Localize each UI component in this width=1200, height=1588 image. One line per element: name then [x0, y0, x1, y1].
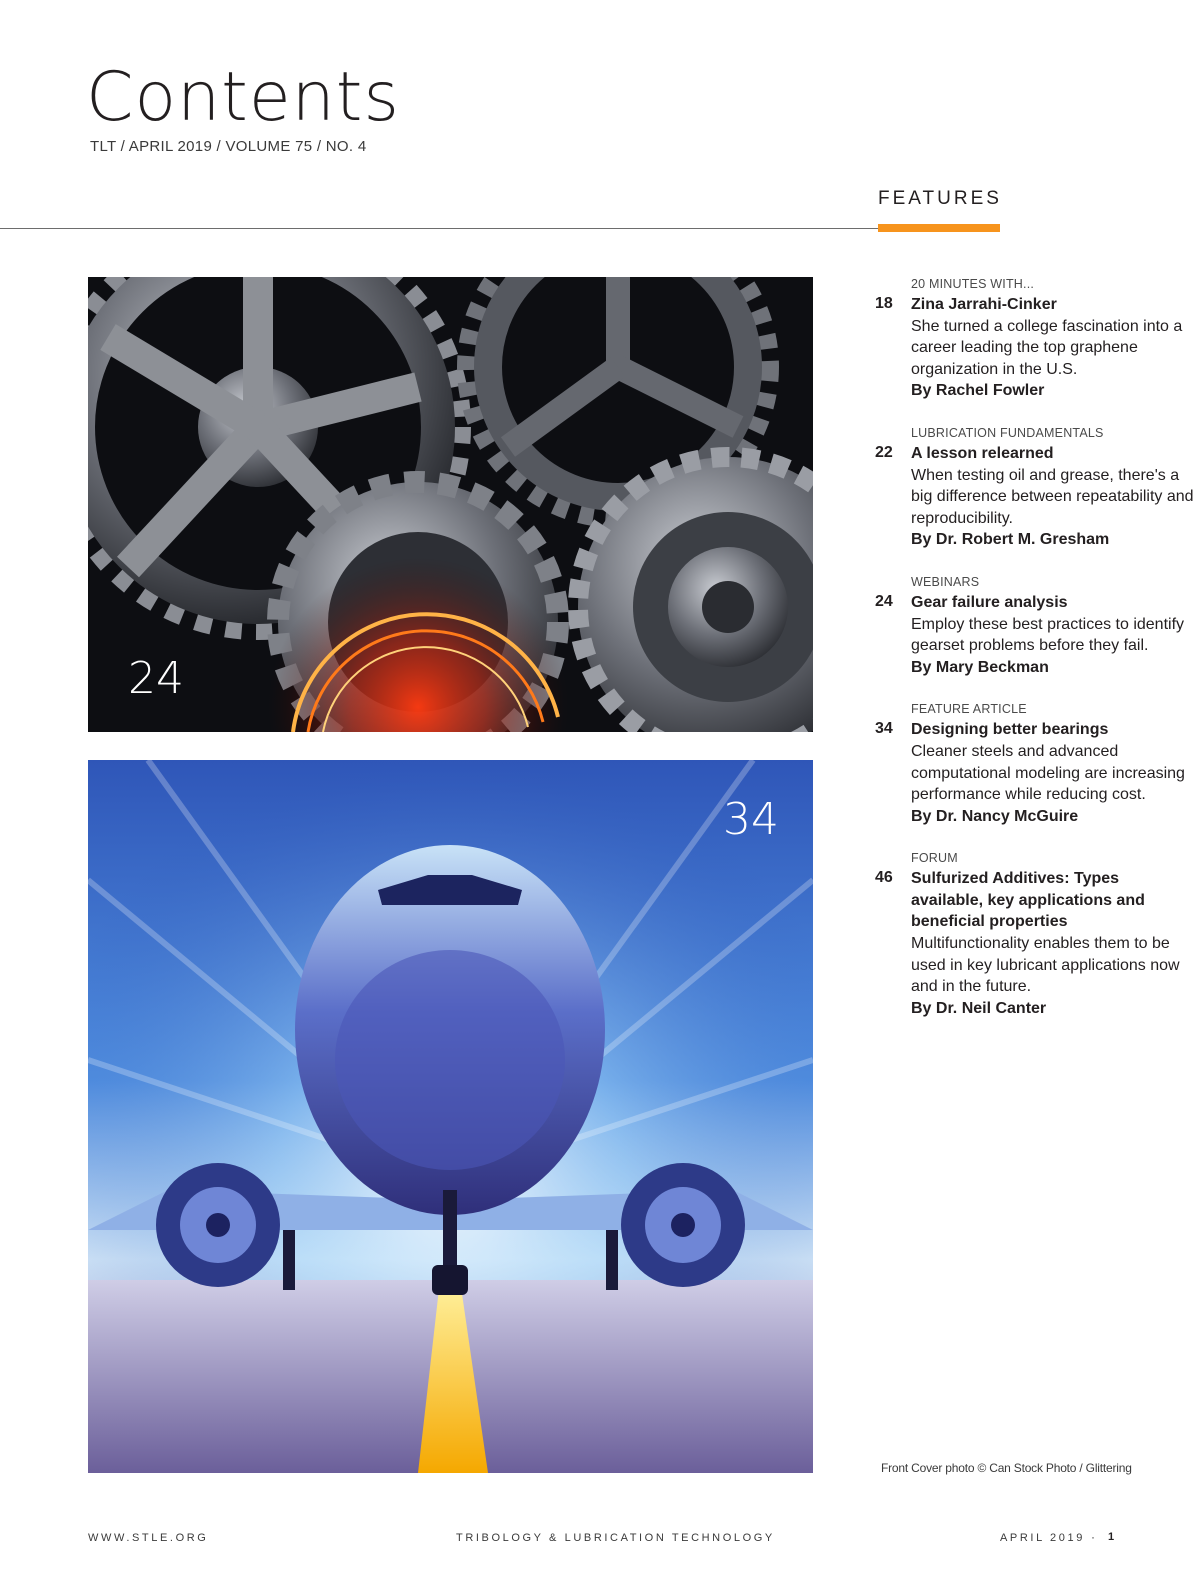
footer-page-number: 1	[1108, 1531, 1115, 1543]
gears-illustration	[88, 277, 813, 732]
toc-kicker: FEATURE ARTICLE	[911, 702, 1027, 717]
toc-kicker: LUBRICATION FUNDAMENTALS	[911, 425, 1104, 440]
toc-item[interactable]	[875, 701, 1195, 827]
section-label-features: FEATURES	[878, 188, 1002, 209]
toc-item[interactable]	[875, 574, 1195, 678]
toc-title[interactable]: A lesson relearned	[911, 444, 1054, 462]
toc-page-number: 34	[875, 720, 893, 738]
toc-page-number: 46	[875, 869, 893, 887]
gears-page-ref: 24	[128, 653, 184, 704]
toc-title[interactable]: Sulfurized Additives: Types available, key applications and beneficial properties	[911, 870, 1145, 931]
footer-date: APRIL 2019	[1000, 1532, 1085, 1544]
toc-author: By Dr. Robert M. Gresham	[911, 531, 1110, 549]
toc-description: Cleaner steels and advanced computational modeling are increasing performance while reducing cost.	[911, 742, 1185, 804]
toc-author: By Rachel Fowler	[911, 382, 1045, 400]
header-rule	[0, 228, 878, 229]
toc-page-number: 22	[875, 443, 893, 461]
cover-photo-credit: Front Cover photo © Can Stock Photo / Glittering	[881, 1461, 1132, 1475]
section-accent-bar	[878, 224, 1000, 232]
features-toc	[875, 276, 1195, 1042]
footer-separator: ·	[1091, 1530, 1095, 1544]
toc-description: Multifunctionality enables them to be used in key lubricant applications now and in the future.	[911, 935, 1180, 996]
toc-item[interactable]	[875, 276, 1195, 402]
toc-item[interactable]	[875, 850, 1195, 1019]
toc-description: When testing oil and grease, there's a big difference between repeatability and reproducibility.	[911, 466, 1194, 527]
issue-line: TLT / APRIL 2019 / VOLUME 75 / NO. 4	[90, 138, 367, 155]
toc-page-number: 18	[875, 295, 893, 312]
toc-title[interactable]: Gear failure analysis	[911, 593, 1068, 611]
airplane-photo[interactable]	[88, 760, 813, 1473]
toc-kicker: WEBINARS	[911, 574, 980, 589]
toc-title[interactable]: Designing better bearings	[911, 721, 1109, 739]
toc-author: By Dr. Nancy McGuire	[911, 807, 1079, 825]
page-title: Contents	[86, 58, 400, 137]
toc-page-number: 24	[875, 592, 893, 610]
toc-description: Employ these best practices to identify gearset problems before they fail.	[911, 615, 1185, 655]
footer-publication: TRIBOLOGY & LUBRICATION TECHNOLOGY	[456, 1532, 775, 1544]
airplane-illustration	[88, 760, 813, 1473]
airplane-page-ref: 34	[723, 794, 779, 845]
toc-item[interactable]	[875, 425, 1195, 551]
toc-title[interactable]: Zina Jarrahi-Cinker	[911, 296, 1057, 313]
gears-photo[interactable]	[88, 277, 813, 732]
toc-kicker: FORUM	[911, 851, 958, 866]
toc-kicker: 20 MINUTES WITH...	[911, 277, 1035, 291]
toc-author: By Dr. Neil Canter	[911, 999, 1047, 1017]
toc-description: She turned a college fascination into a career leading the top graphene organization in the U.S.	[911, 317, 1183, 378]
footer-website[interactable]: WWW.STLE.ORG	[88, 1532, 209, 1544]
toc-author: By Mary Beckman	[911, 658, 1049, 676]
